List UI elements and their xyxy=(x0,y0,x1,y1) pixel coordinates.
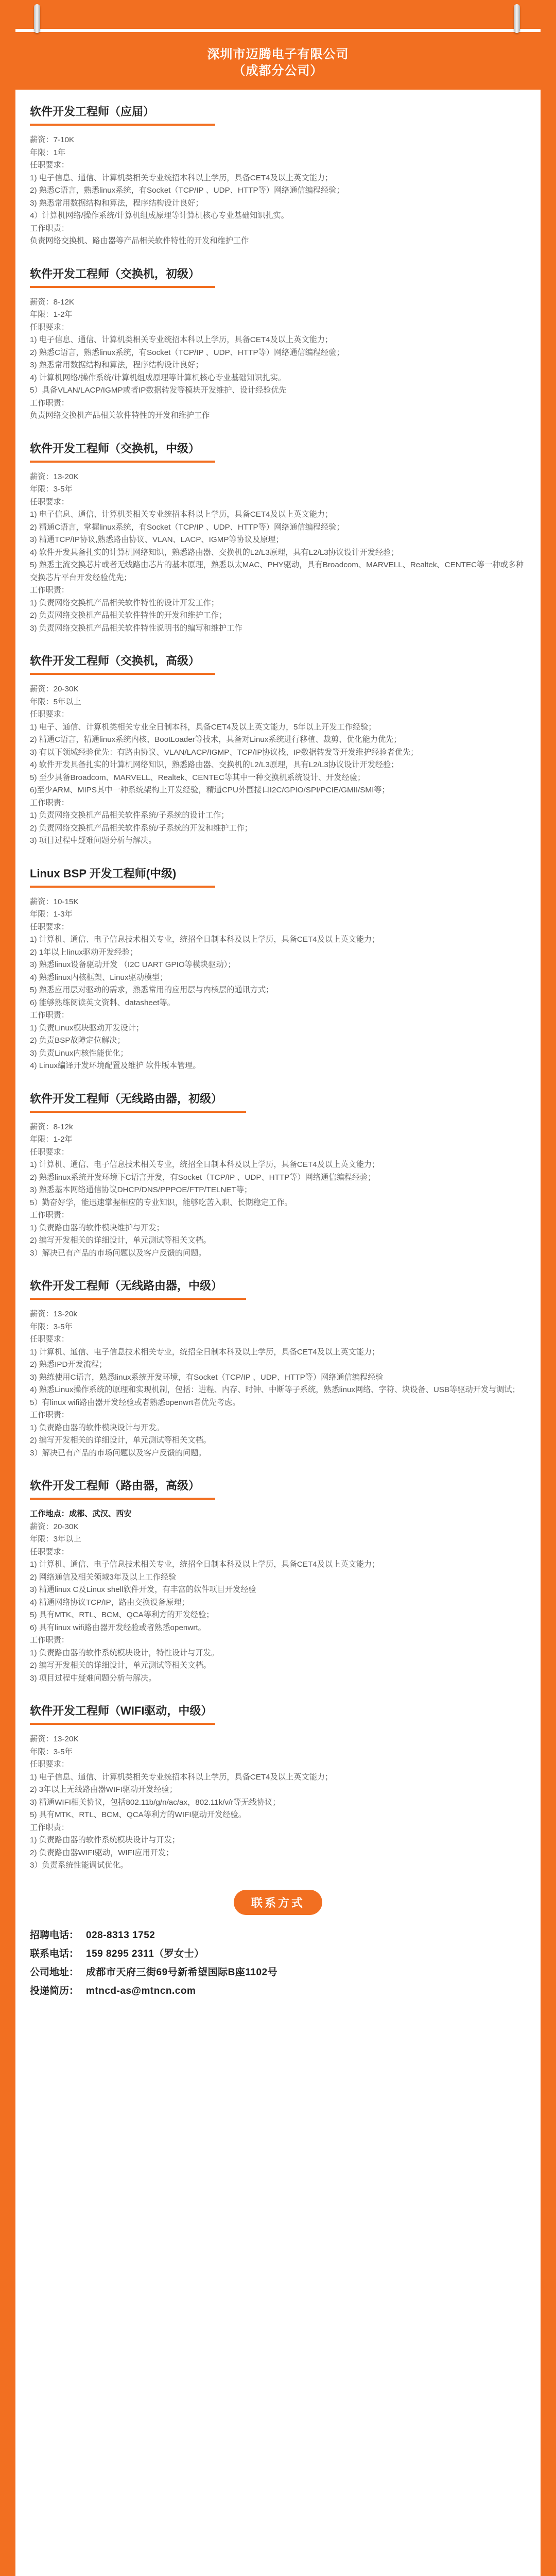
job-title: 软件开发工程师（无线路由器，初级） xyxy=(30,1090,246,1113)
job-detail-line: 3) 熟悉linux设备驱动开发 （I2C UART GPIO等模块驱动）； xyxy=(30,960,236,969)
contact-list xyxy=(30,1926,526,2011)
contact-row xyxy=(30,1963,526,1982)
job-detail-line: 2) 3年以上无线路由器WIFI驱动开发经验； xyxy=(30,1785,178,1794)
job-section xyxy=(30,1277,526,1460)
job-detail-line: 3) 精通TCP/IP协议,熟悉路由协议、VLAN、LACP、IGMP等协议及原理； xyxy=(30,535,284,544)
job-detail-line: 5）勤奋好学，能迅速掌握相应的专业知识，能够吃苦入职、长期稳定工作。 xyxy=(30,1198,292,1207)
job-detail-line: 4) Linux编译开发环境配置及维护 软件版本管理。 xyxy=(30,1061,201,1070)
job-detail-line: 工作职责： xyxy=(30,1211,69,1219)
job-detail-line: 1) 负责路由器的软件系统模块设计与开发； xyxy=(30,1836,180,1844)
contact-row xyxy=(30,1926,526,1945)
job-detail-line: 3) 熟悉常用数据结构和算法，程序结构设计良好； xyxy=(30,361,203,369)
job-detail-line: 1) 计算机、通信、电子信息技术相关专业，统招全日制本科及以上学历，具备CET4及以上英文能力； xyxy=(30,1347,380,1357)
job-section xyxy=(30,440,526,635)
job-detail-line: 1) 电子信息、通信、计算机类相关专业统招本科以上学历，具备CET4及以上英文能力； xyxy=(30,335,333,344)
job-detail-line: 3) 熟练使用C语言，熟悉linux系统开发环境，有Socket（TCP/IP 、UDP、HTTP等）网络通信编程经验 xyxy=(30,1372,384,1382)
job-detail-line: 1) 负责路由器的软件模块维护与开发； xyxy=(30,1223,164,1232)
job-detail-line: 薪资：10-15K xyxy=(30,897,79,906)
job-title: 软件开发工程师（交换机，初级） xyxy=(30,265,215,288)
job-detail-line: 任职要求： xyxy=(30,161,69,170)
contact-label: 投递简历： xyxy=(30,1985,79,1996)
job-title: 软件开发工程师（WIFI驱动，中级） xyxy=(30,1702,215,1725)
job-detail-line: 1) 计算机、通信、电子信息技术相关专业，统招全日制本科及以上学历，具备CET4及以上英文能力； xyxy=(30,1560,380,1569)
job-detail-line: 任职要求： xyxy=(30,1547,69,1556)
job-detail-line: 1) 负责网络交换机产品相关软件特性的设计开发工作； xyxy=(30,598,219,607)
contact-label: 招聘电话： xyxy=(30,1929,79,1941)
job-detail-line: 工作职责： xyxy=(30,586,69,595)
job-title: 软件开发工程师（无线路由器，中级） xyxy=(30,1277,246,1300)
job-detail-line: 薪资：8-12K xyxy=(30,297,75,307)
job-detail-line: 6) 具有linux wifi路由器开发经验或者熟悉openwrt。 xyxy=(30,1623,206,1632)
job-detail-line: 年限：3-5年 xyxy=(30,485,73,494)
job-detail-line: 5) 熟悉主流交换芯片或者无线路由芯片的基本原理，熟悉以太MAC、PHY驱动，具有Broadcom、MARVELL、Realtek、CENTEC等一种或多种交换芯片平台开发经验优先； xyxy=(30,561,524,582)
binder-ring-right-icon xyxy=(514,4,520,33)
job-title: 软件开发工程师（应届） xyxy=(30,103,215,126)
job-detail-line: 1) 电子信息、通信、计算机类相关专业统招本科以上学历，具备CET4及以上英文能力； xyxy=(30,1772,333,1782)
job-detail-line: 3) 有以下领域经验优先：有路由协议、VLAN/LACP/IGMP、TCP/IP协议栈、IP数据转发等开发维护经验者优先； xyxy=(30,748,419,757)
job-section xyxy=(30,1702,526,1872)
job-detail-line: 3) 负责Linux内核性能优化； xyxy=(30,1048,128,1058)
job-detail-line: 1) 负责Linux模块驱动开发设计； xyxy=(30,1023,144,1032)
binder-ring-left-icon xyxy=(34,4,40,33)
job-detail-line: 2) 熟悉C语言，熟悉linux系统，有Socket（TCP/IP 、UDP、HTTP等）网络通信编程经验； xyxy=(30,186,344,195)
job-detail-line: 1) 计算机、通信、电子信息技术相关专业，统招全日制本科及以上学历，具备CET4及以上英文能力； xyxy=(30,935,380,944)
job-detail-line: 年限：1-3年 xyxy=(30,910,73,919)
job-section xyxy=(30,652,526,848)
poster-header xyxy=(15,32,541,90)
job-title: 软件开发工程师（路由器，高级） xyxy=(30,1477,215,1500)
job-detail-line: 工作职责： xyxy=(30,1411,69,1419)
job-detail-line: 5）有linux wifi路由器开发经验或者熟悉openwrt者优先考虑。 xyxy=(30,1398,240,1407)
job-detail-line: 3) 精通linux C及Linux shell软件开发，有丰富的软件项目开发经验 xyxy=(30,1585,256,1594)
job-title: 软件开发工程师（交换机，高级） xyxy=(30,652,215,675)
job-detail-line: 2) 编写开发相关的详细设计，单元测试等相关文档。 xyxy=(30,1236,211,1245)
job-detail-line: 薪资：20-30K xyxy=(30,685,79,693)
job-detail-line: 3）解决已有产品的市场问题以及客户反馈的问题。 xyxy=(30,1448,206,1458)
job-detail-line: 负责网络交换机、路由器等产品相关软件特性的开发和维护工作 xyxy=(30,236,249,245)
job-detail-line: 2) 精通C语言，掌握linux系统，有Socket（TCP/IP 、UDP、HTTP等）网络通信编程经验； xyxy=(30,522,344,532)
contact-heading-badge: 联系方式 xyxy=(234,1890,322,1915)
job-section xyxy=(30,1477,526,1685)
job-detail-line: 2) 负责网络交换机产品相关软件特性的开发和维护工作； xyxy=(30,611,227,620)
contact-row xyxy=(30,1945,526,1963)
contact-value: 028-8313 1752 xyxy=(86,1929,155,1941)
contact-section xyxy=(30,1890,526,2011)
job-detail-line: 薪资：8-12k xyxy=(30,1122,73,1131)
job-detail-line: 1) 电子、通信、计算机类相关专业全日制本科，具备CET4及以上英文能力，5年以上开发工作经验； xyxy=(30,722,376,732)
job-detail-line: 1) 电子信息、通信、计算机类相关专业统招本科以上学历，具备CET4及以上英文能力； xyxy=(30,173,333,182)
contact-value: 159 8295 2311（罗女士） xyxy=(86,1948,204,1959)
job-detail-line: 年限：1-2年 xyxy=(30,1135,73,1144)
job-detail-line: 任职要求： xyxy=(30,922,69,931)
job-detail-line: 1) 计算机、通信、电子信息技术相关专业，统招全日制本科及以上学历，具备CET4及以上英文能力； xyxy=(30,1160,380,1169)
contact-value: mtncd-as@mtncn.com xyxy=(86,1985,196,1996)
job-detail-line: 工作职责： xyxy=(30,1823,69,1832)
job-detail-line: 薪资：13-20k xyxy=(30,1310,78,1318)
job-detail-line: 年限：1年 xyxy=(30,148,66,157)
job-detail-line: 4) 熟悉linux内核框架、Linux驱动模型； xyxy=(30,973,168,982)
job-detail-line: 4) 软件开发具备扎实的计算机网络知识，熟悉路由器、交换机的L2/L3原理，具有L2/L3协议设计开发经验； xyxy=(30,760,399,769)
contact-label: 公司地址： xyxy=(30,1967,79,1978)
company-name: 深圳市迈腾电子有限公司 xyxy=(207,47,349,61)
job-title: 软件开发工程师（交换机，中级） xyxy=(30,440,215,463)
job-detail-line: 2) 负责网络交换机产品相关软件系统/子系统的开发和维护工作； xyxy=(30,823,253,833)
job-detail-line: 工作地点：成都、武汉、西安 xyxy=(30,1510,132,1518)
job-detail-line: 1) 负责路由器的软件模块设计与开发。 xyxy=(30,1423,164,1432)
job-section xyxy=(30,1090,526,1260)
job-detail-line: 2) 编写开发相关的详细设计，单元测试等相关文档。 xyxy=(30,1661,211,1670)
job-section xyxy=(30,265,526,422)
job-detail-line: 3）负责系统性能调试优化。 xyxy=(30,1861,128,1870)
job-detail-line: 6)至少ARM、MIPS其中一种系统架构上开发经验，精通CPU外围接口I2C/GPIO/SPI/PCIE/GMII/SMI等； xyxy=(30,786,390,794)
branch-name: （成都分公司） xyxy=(233,64,323,78)
job-detail-line: 3) 精通WIFI相关协议，包括802.11b/g/n/ac/ax，802.11k/v/r等无线协议； xyxy=(30,1798,281,1807)
contact-row xyxy=(30,1982,526,2001)
job-detail-line: 3) 负责网络交换机产品相关软件特性说明书的编写和维护工作 xyxy=(30,623,242,633)
job-title: Linux BSP 开发工程师(中级) xyxy=(30,865,215,888)
job-detail-line: 工作职责： xyxy=(30,224,69,233)
job-detail-line: 4) 计算机网络/操作系统/计算机组成原理等计算机核心专业基础知识扎实。 xyxy=(30,373,286,382)
job-detail-line: 1) 负责路由器的软件系统模块设计，特性设计与开发。 xyxy=(30,1648,219,1657)
job-detail-line: 1) 电子信息、通信、计算机类相关专业统招本科以上学历，具备CET4及以上英文能力； xyxy=(30,510,333,519)
job-detail-line: 5) 具有MTK、RTL、BCM、QCA等利方的开发经验； xyxy=(30,1611,214,1619)
job-detail-line: 5) 具有MTK、RTL、BCM、QCA等利方的WIFI驱动开发经验。 xyxy=(30,1810,246,1819)
job-detail-line: 任职要求： xyxy=(30,497,69,506)
job-detail-line: 任职要求： xyxy=(30,323,69,332)
job-detail-line: 3) 熟悉常用数据结构和算法，程序结构设计良好； xyxy=(30,198,203,208)
job-detail-line: 2) 精通C语言，精通linux系统内核、BootLoader等技术，具备对Linux系统进行移植、裁剪、优化能力优先； xyxy=(30,735,402,744)
job-section xyxy=(30,103,526,248)
job-detail-line: 4) 软件开发具备扎实的计算机网络知识，熟悉路由器、交换机的L2/L3原理，具有L2/L3协议设计开发经验； xyxy=(30,548,399,557)
job-detail-line: 2) 负责BSP故障定位解决； xyxy=(30,1036,125,1045)
job-detail-line: 5）具备VLAN/LACP/IGMP或者IP数据转发等模块开发维护、设计经验优先 xyxy=(30,386,287,395)
job-detail-line: 2) 1年以上linux驱动开发经验； xyxy=(30,947,138,957)
job-section xyxy=(30,865,526,1073)
job-detail-line: 工作职责： xyxy=(30,1011,69,1020)
job-detail-line: 5) 至少具备Broadcom、MARVELL、Realtek、CENTEC等其中一种交换机系统设计、开发经验； xyxy=(30,773,366,782)
job-detail-line: 年限：3-5年 xyxy=(30,1747,73,1756)
job-detail-line: 4）计算机网络/操作系统/计算机组成原理等计算机核心专业基础知识扎实。 xyxy=(30,211,289,220)
job-detail-line: 5) 熟悉应用层对驱动的需求，熟悉常用的应用层与内核层的通讯方式； xyxy=(30,986,274,994)
job-detail-line: 2) 负责路由器WIFI驱动，WIFI应用开发； xyxy=(30,1848,174,1857)
job-detail-line: 任职要求： xyxy=(30,1760,69,1769)
job-detail-line: 任职要求： xyxy=(30,710,69,719)
job-detail-line: 2) 编写开发相关的详细设计，单元测试等相关文档。 xyxy=(30,1436,211,1445)
job-detail-line: 2) 网络通信及相关领域3年及以上工作经验 xyxy=(30,1572,177,1582)
job-detail-line: 2) 熟悉C语言，熟悉linux系统，有Socket（TCP/IP 、UDP、HTTP等）网络通信编程经验； xyxy=(30,348,344,357)
job-detail-line: 年限：5年以上 xyxy=(30,697,81,706)
job-detail-line: 薪资：7-10K xyxy=(30,135,75,144)
job-detail-line: 年限：3-5年 xyxy=(30,1322,73,1331)
job-detail-line: 3) 熟悉基本网络通信协议DHCP/DNS/PPPOE/FTP/TELNET等； xyxy=(30,1185,252,1194)
job-detail-line: 薪资：13-20K xyxy=(30,1735,79,1743)
contact-label: 联系电话： xyxy=(30,1948,79,1959)
job-detail-line: 3) 项目过程中疑难问题分析与解决。 xyxy=(30,836,157,845)
job-detail-line: 任职要求： xyxy=(30,1147,69,1157)
job-detail-line: 1) 负责网络交换机产品相关软件系统/子系统的设计工作； xyxy=(30,811,229,820)
contact-value: 成都市天府三街69号新希望国际B座1102号 xyxy=(86,1967,278,1978)
job-detail-line: 4) 熟悉Linux操作系统的原理和实现机制，包括：进程、内存、时钟、中断等子系统，熟悉linux网络、字符、块设备、USB等驱动开发与调试； xyxy=(30,1385,520,1394)
job-detail-line: 4) 精通网络协议TCP/IP，路由交换设备原理； xyxy=(30,1598,189,1607)
job-detail-line: 工作职责： xyxy=(30,398,69,408)
job-listings xyxy=(15,90,541,2011)
job-detail-line: 年限：1-2年 xyxy=(30,310,73,319)
job-detail-line: 3) 项目过程中疑难问题分析与解决。 xyxy=(30,1673,157,1683)
job-detail-line: 薪资：13-20K xyxy=(30,472,79,481)
job-detail-line: 2) 熟悉IPD开发流程； xyxy=(30,1360,107,1369)
job-detail-line: 6) 能够熟练阅读英文资料、datasheet等。 xyxy=(30,998,175,1007)
job-detail-line: 薪资：20-30K xyxy=(30,1522,79,1531)
job-detail-line: 年限：3年以上 xyxy=(30,1535,81,1544)
job-detail-line: 3）解决已有产品的市场问题以及客户反馈的问题。 xyxy=(30,1248,206,1258)
job-detail-line: 负责网络交换机产品相关软件特性的开发和维护工作 xyxy=(30,411,210,420)
job-detail-line: 2) 熟悉linux系统开发环境下C语言开发，有Socket（TCP/IP 、UDP、HTTP等）网络通信编程经验； xyxy=(30,1173,376,1182)
job-detail-line: 任职要求： xyxy=(30,1335,69,1344)
job-detail-line: 工作职责： xyxy=(30,1636,69,1645)
job-detail-line: 工作职责： xyxy=(30,798,69,807)
